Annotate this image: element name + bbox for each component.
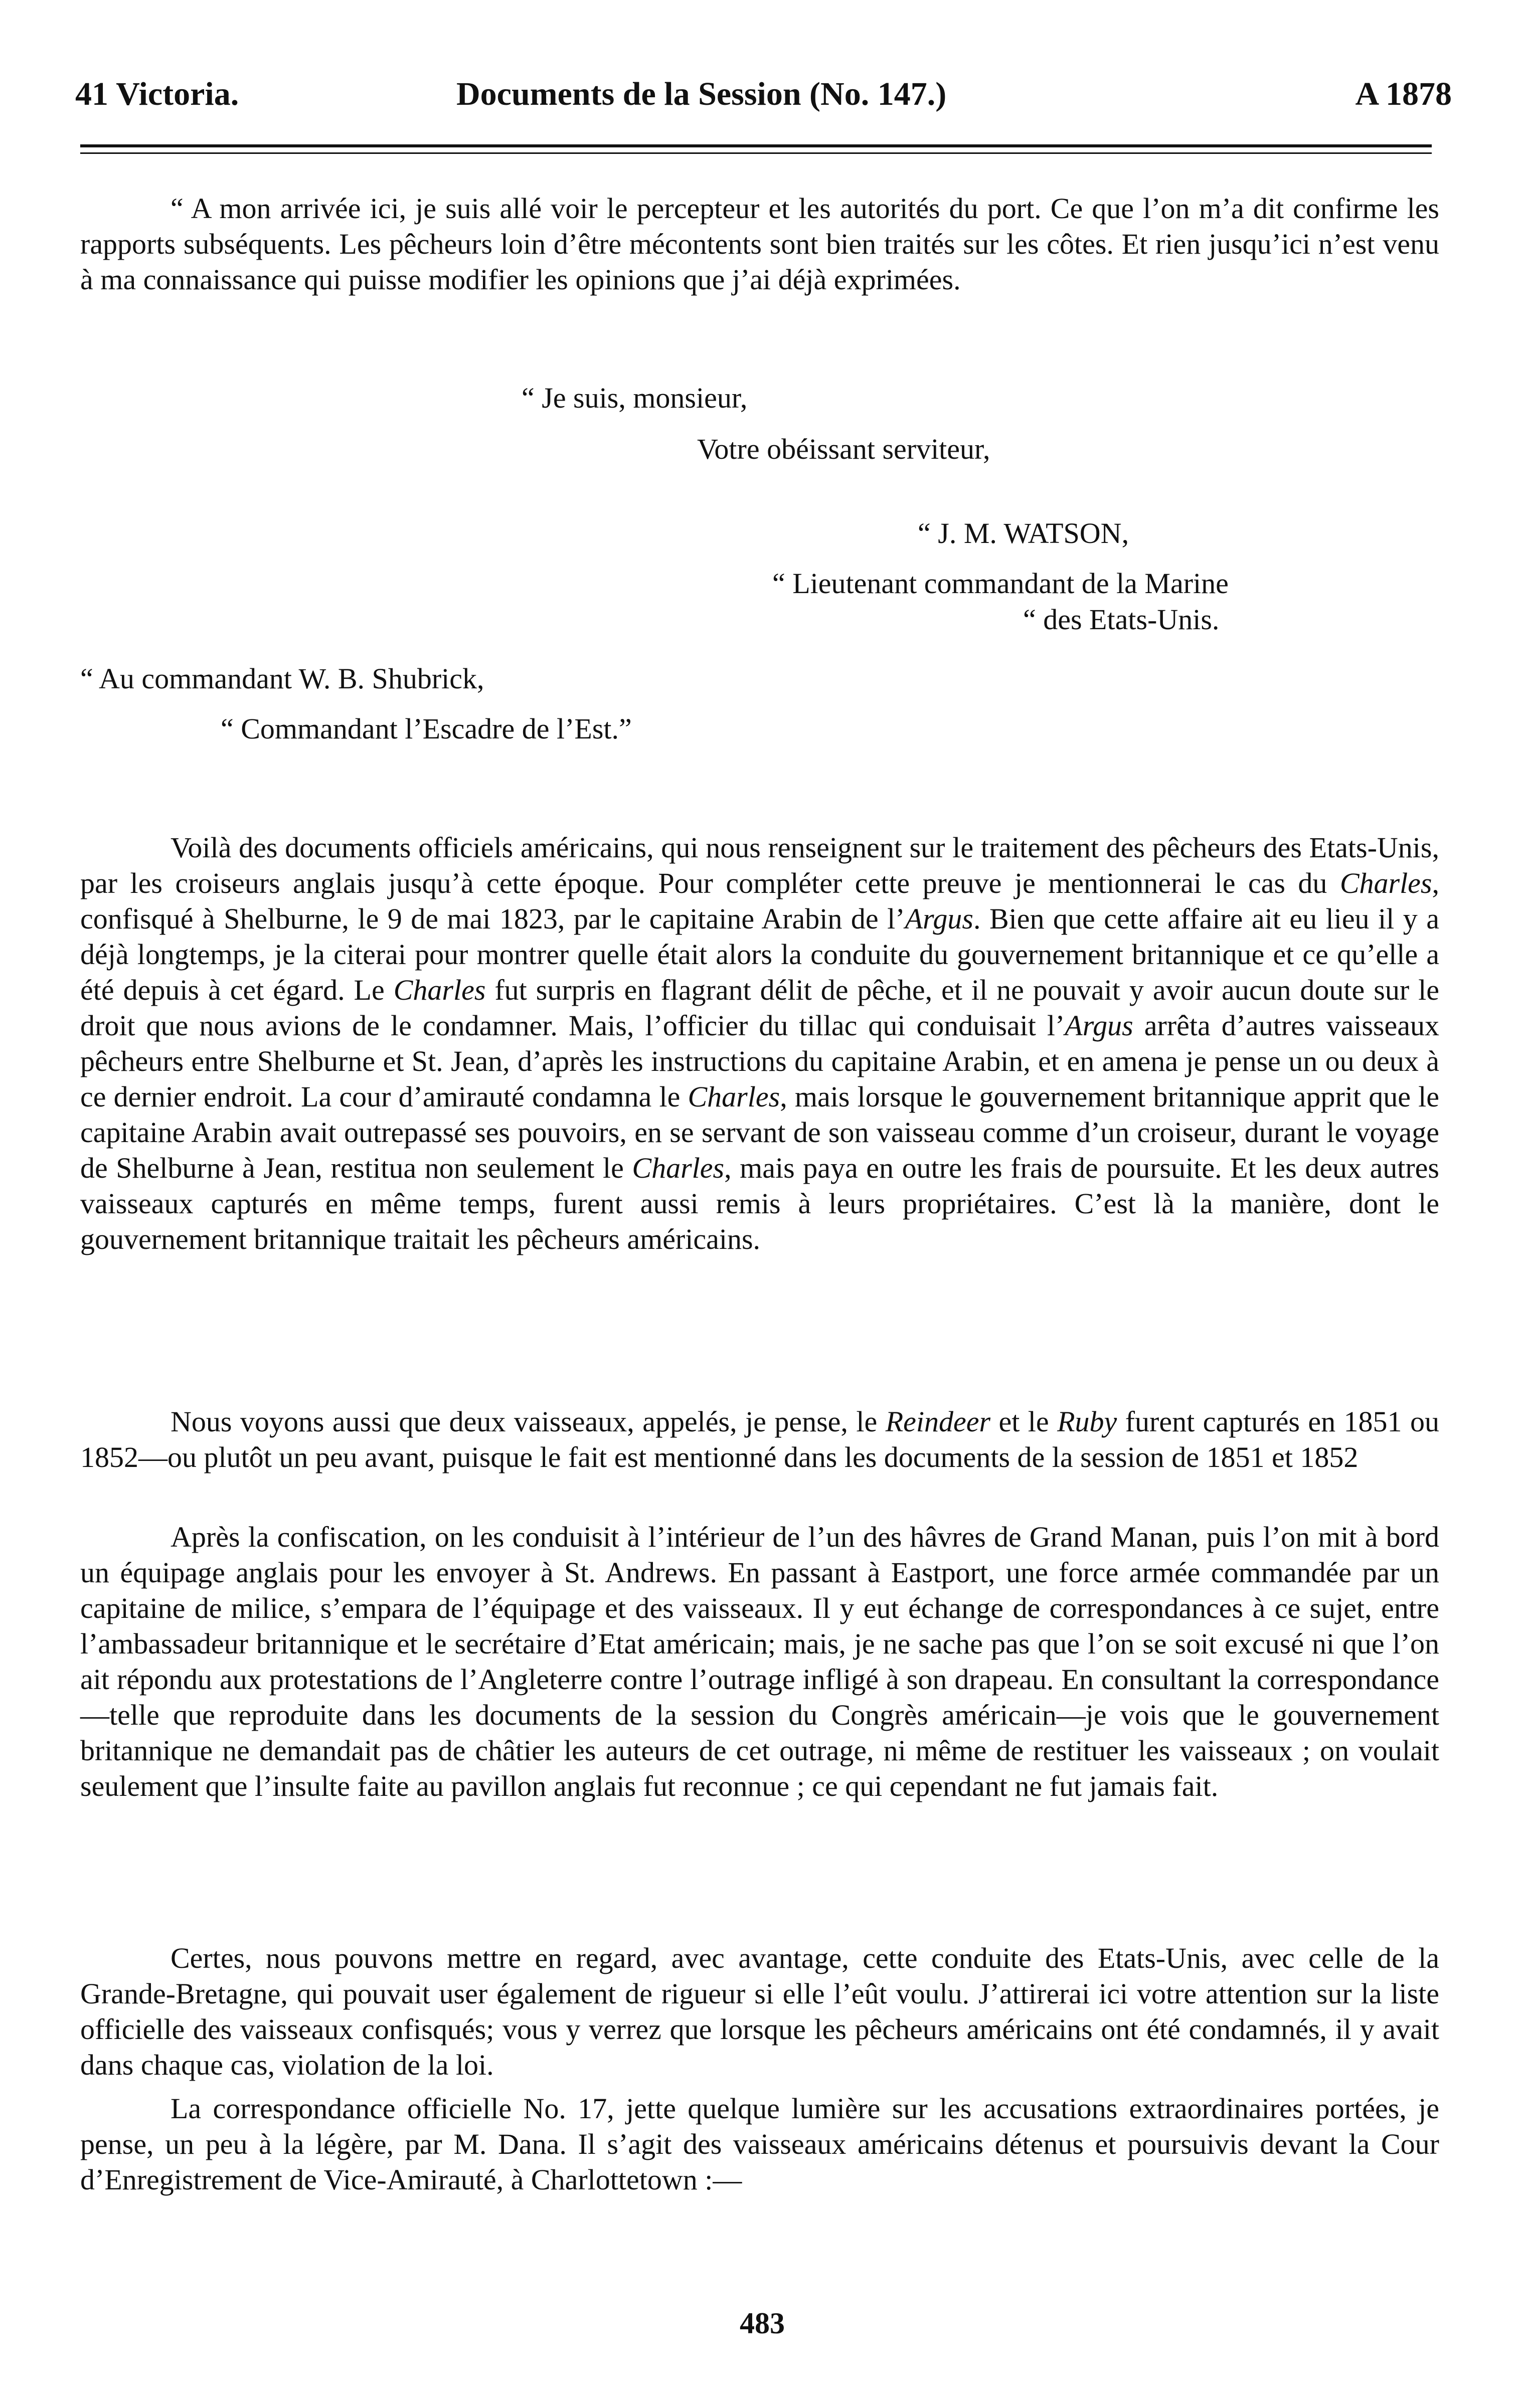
paragraph-5: La correspondance officielle No. 17, jette quelque lumière sur les accusations extraordinaires portées, je pense, un peu à la légère, par M. Dana. Il s’agit des vaisseaux américains détenus et poursuivis devant la Cour d’Enregistrement de Vice-Amirauté, à Charlottetown :— bbox=[80, 2092, 1439, 2196]
letter-signature-title-1: “ Lieutenant commandant de la Marine bbox=[772, 567, 1229, 600]
header-volume: 41 Victoria. bbox=[75, 76, 239, 112]
paragraph-2-text-c: furent capturés en 1851 ou 1852—ou plutôt un peu avant, puisque le fait est mentionné dans les documents de la session de 1851 et 1852 bbox=[80, 1405, 1439, 1473]
paragraph-2 bbox=[80, 1404, 1439, 1475]
paragraph-1-text-b: , confisqué à Shelburne, le 9 de mai 1823, par le capitaine Arabin de l’ bbox=[80, 867, 1439, 935]
paragraph-1-text-a: Voilà des documents officiels américains, qui nous renseignent sur le traitement des pêcheurs des Etats-Unis, par les croiseurs anglais jusqu’à cette époque. Pour compléter cette preuve je mentionnerai le cas du bbox=[80, 831, 1439, 899]
letter-signature-name: “ J. M. WATSON, bbox=[918, 517, 1129, 549]
ship-name-charles: Charles bbox=[393, 974, 486, 1006]
header-year: A 1878 bbox=[1355, 76, 1452, 112]
paragraph-2-text-b: et le bbox=[990, 1405, 1058, 1438]
paragraph-1-text-d: fut surpris en flagrant délit de pêche, et il ne pouvait y avoir aucun doute sur le droit que nous avions de le condamner. Mais, l’officier du tillac qui conduisait l’ bbox=[80, 974, 1439, 1042]
paragraph-1 bbox=[80, 830, 1439, 1257]
letter-signature-title-2: “ des Etats-Unis. bbox=[1023, 603, 1220, 636]
ship-name-argus: Argus bbox=[905, 902, 973, 935]
ship-name-ruby: Ruby bbox=[1057, 1405, 1117, 1438]
ship-name-charles: Charles bbox=[632, 1152, 725, 1184]
ship-name-charles: Charles bbox=[688, 1080, 780, 1113]
paragraph-4: Certes, nous pouvons mettre en regard, avec avantage, cette conduite des Etats-Unis, avec celle de la Grande-Bretagne, qui pouvait user également de rigueur si elle l’eût voulu. J’attirerai ici votre attention sur la liste officielle des vaisseaux confisqués; vous y verrez que lorsque les pêcheurs américains ont été condamnés, il y avait dans chaque cas, violation de la loi. bbox=[80, 1942, 1439, 2081]
letter-salutation: “ Je suis, monsieur, bbox=[522, 382, 748, 414]
page-header bbox=[75, 75, 1462, 130]
header-rule-thick bbox=[80, 144, 1432, 147]
paragraph-2-text-a: Nous voyons aussi que deux vaisseaux, appelés, je pense, le bbox=[171, 1405, 886, 1438]
paragraph-1-text-c: . Bien que cette affaire ait eu lieu il y a déjà longtemps, je la citerai pour montrer quelle était alors la conduite du gouvernement britannique et ce qu’elle a été depuis à cet égard. Le bbox=[80, 902, 1439, 1006]
paragraph-1-text-f: , mais lorsque le gouvernement britannique apprit que le capitaine Arabin avait outrepassé ses pouvoirs, en se servant de son vaisseau comme d’un croiseur, durant le voyage de Shelburne à Jean, restitua non seulement le bbox=[80, 1080, 1439, 1184]
header-document-title: Documents de la Session (No. 147.) bbox=[456, 76, 947, 112]
paragraph-3: Après la confiscation, on les conduisit à l’intérieur de l’un des hâvres de Grand Manan, puis l’on mit à bord un équipage anglais pour les envoyer à St. Andrews. En passant à Eastport, une force armée commandée par un capitaine de milice, s’empara de l’équipage et des vaisseaux. Il y eut échange de correspondances à ce sujet, entre l’ambassadeur britannique et le secrétaire d’Etat américain; mais, je ne sache pas que l’on se soit excusé ni que l’on ait répondu aux protestations de l’Angleterre contre l’outrage infligé à son drapeau. En consultant la correspondance—telle que reproduite dans les documents de la session du Congrès américain—je vois que le gouvernement britannique ne demandait pas de châtier les auteurs de cet outrage, ni même de restituer les vaisseaux ; on voulait seulement que l’insulte faite au pavillon anglais fut reconnue ; ce qui cependant ne fut jamais fait. bbox=[80, 1521, 1439, 1802]
letter-address-1: “ Au commandant W. B. Shubrick, bbox=[80, 662, 484, 695]
letter-address-2: “ Commandant l’Escadre de l’Est.” bbox=[221, 712, 632, 745]
letter-closing: Votre obéissant serviteur, bbox=[697, 433, 990, 465]
letter-body: “ A mon arrivée ici, je suis allé voir le percepteur et les autorités du port. Ce que l’on m’a dit confirme les rapports subséquents. Les pêcheurs loin d’être mécontents sont bien traités sur les côtes. Et rien jusqu’ici n’est venu à ma connaissance qui puisse modifier les opinions que j’ai déjà exprimées. bbox=[80, 192, 1439, 296]
page-number: 483 bbox=[740, 2307, 785, 2340]
header-rule-thin bbox=[80, 152, 1432, 154]
ship-name-argus: Argus bbox=[1065, 1009, 1133, 1042]
ship-name-charles: Charles bbox=[1339, 867, 1432, 899]
paragraph-1-text-e: arrêta d’autres vaisseaux pêcheurs entre Shelburne et St. Jean, d’après les instructions du capitaine Arabin, et en amena je pense un ou deux à ce dernier endroit. La cour d’amirauté condamna le bbox=[80, 1009, 1439, 1113]
ship-name-reindeer: Reindeer bbox=[885, 1405, 991, 1438]
paragraph-1-text-g: , mais paya en outre les frais de poursuite. Et les deux autres vaisseaux capturés en même temps, furent aussi remis à leurs propriétaires. C’est là la manière, dont le gouvernement britannique traitait les pêcheurs américains. bbox=[80, 1152, 1439, 1255]
